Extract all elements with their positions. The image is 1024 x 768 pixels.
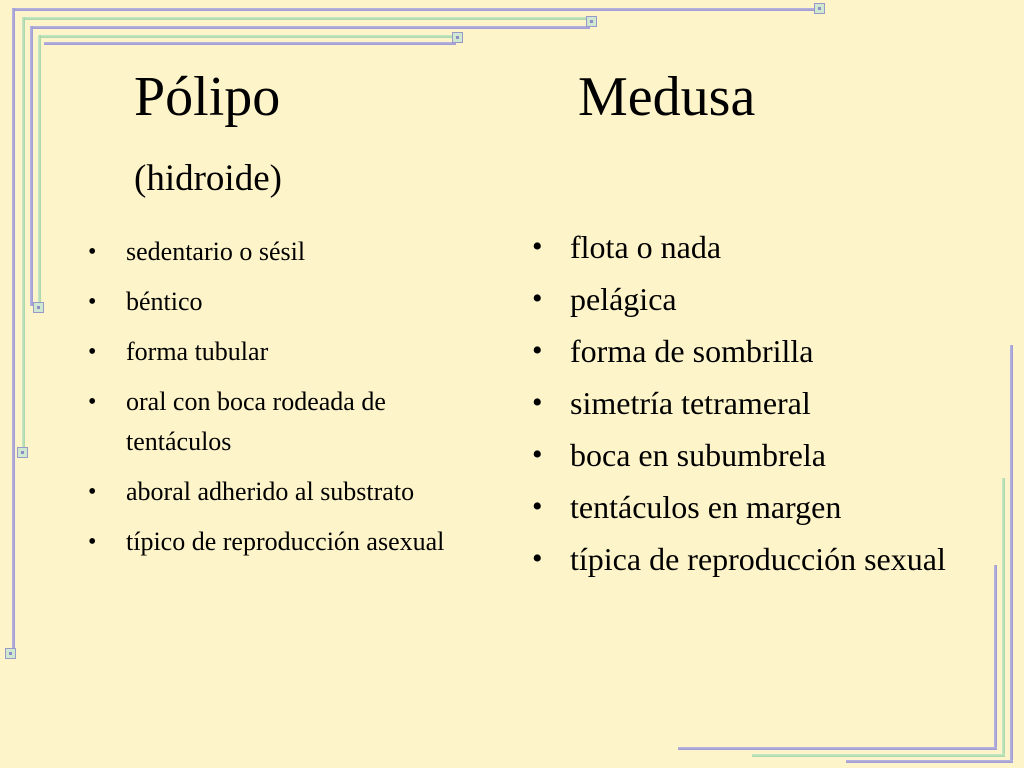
- frame-line: [12, 8, 820, 11]
- polipo-characteristics-list: [126, 232, 486, 572]
- frame-line: [30, 26, 590, 29]
- frame-line: [22, 17, 25, 457]
- list-item: • boca en subumbrela: [570, 436, 950, 474]
- list-item: • forma de sombrilla: [570, 332, 950, 370]
- frame-line: [38, 35, 41, 307]
- frame-node-icon: [452, 32, 463, 43]
- frame-line: [44, 42, 456, 45]
- frame-line: [1010, 345, 1013, 760]
- frame-node-icon: [586, 16, 597, 27]
- frame-line: [22, 17, 592, 20]
- medusa-characteristics-list: [570, 228, 950, 592]
- polipo-title: Pólipo: [134, 66, 281, 128]
- list-item: • típico de reproducción asexual: [126, 522, 486, 562]
- frame-node-icon: [5, 648, 16, 659]
- frame-node-icon: [33, 302, 44, 313]
- frame-line: [678, 747, 997, 750]
- medusa-title: Medusa: [578, 66, 756, 128]
- frame-line: [994, 565, 997, 747]
- list-item: • aboral adherido al substrato: [126, 472, 486, 512]
- frame-line: [30, 26, 33, 306]
- list-item: • simetría tetrameral: [570, 384, 950, 422]
- list-item: • sedentario o sésil: [126, 232, 486, 272]
- list-item: • típica de reproducción sexual: [570, 540, 950, 578]
- list-item: • oral con boca rodeada de tentáculos: [126, 382, 486, 462]
- frame-line: [846, 760, 1013, 763]
- list-item: • tentáculos en margen: [570, 488, 950, 526]
- frame-line: [752, 754, 1005, 757]
- frame-line: [12, 8, 15, 658]
- frame-node-icon: [17, 447, 28, 458]
- frame-line: [38, 35, 456, 38]
- list-item: • flota o nada: [570, 228, 950, 266]
- polipo-subtitle: (hidroide): [134, 158, 282, 199]
- frame-node-icon: [814, 3, 825, 14]
- list-item: • béntico: [126, 282, 486, 322]
- list-item: • pelágica: [570, 280, 950, 318]
- list-item: • forma tubular: [126, 332, 486, 372]
- frame-line: [1002, 478, 1005, 754]
